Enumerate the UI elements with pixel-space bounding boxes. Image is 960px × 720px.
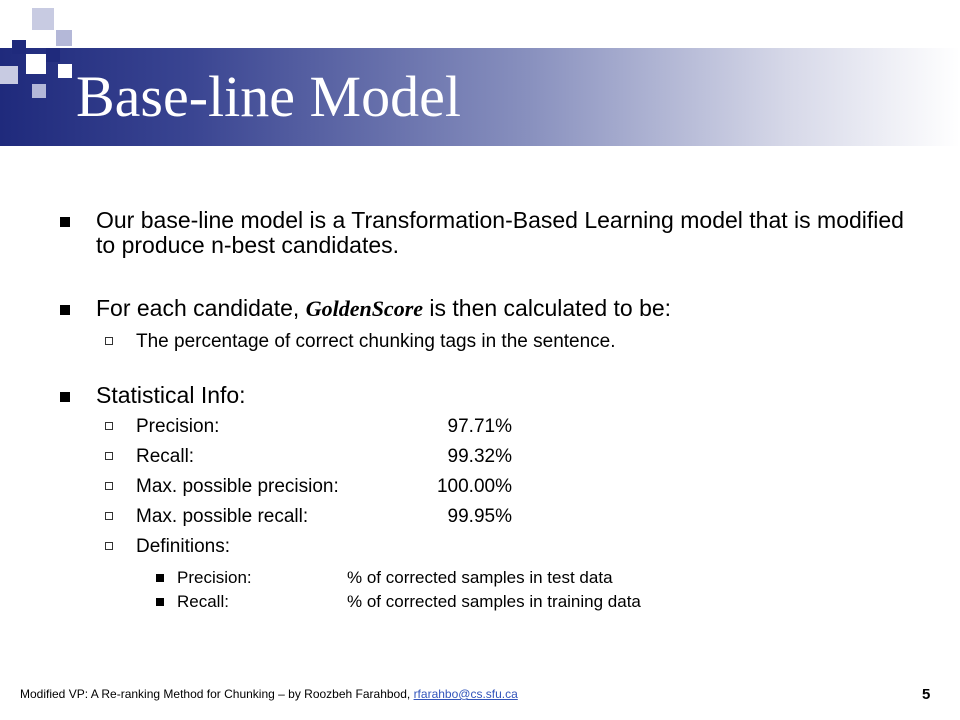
hollow-square-bullet-icon	[105, 422, 113, 430]
definitions-label: Definitions:	[136, 536, 230, 557]
bullet-text: Our base-line model is a Transformation-Based Learning model that is modified to produce n-best candidates.	[96, 207, 904, 258]
stat-value: 99.32%	[447, 446, 512, 467]
decor-square	[12, 40, 26, 54]
square-bullet-icon	[60, 305, 70, 315]
stat-row-recall	[60, 446, 920, 468]
decor-square	[58, 64, 72, 78]
footer-email-link[interactable]: rfarahbo@cs.sfu.ca	[413, 687, 518, 701]
definitions-heading	[60, 536, 920, 558]
square-bullet-icon	[60, 392, 70, 402]
decor-square	[32, 84, 46, 98]
stat-value: 99.95%	[447, 506, 512, 527]
definition-term: Precision:	[177, 568, 252, 587]
slide-title: Base-line Model	[76, 64, 461, 129]
bullet-text-after: is then calculated to be:	[423, 295, 672, 321]
definition-desc: % of corrected samples in training data	[347, 592, 641, 611]
bullet-statistical-info	[60, 383, 920, 408]
footer	[20, 687, 518, 701]
stats-list	[60, 416, 920, 558]
definition-term: Recall:	[177, 592, 229, 611]
stat-row-max-precision	[60, 476, 920, 498]
stat-label: Max. possible recall:	[136, 506, 309, 527]
stat-label: Max. possible precision:	[136, 476, 339, 497]
page-number: 5	[922, 686, 931, 703]
stat-row-precision	[60, 416, 920, 438]
bullet-text: Statistical Info:	[96, 382, 246, 408]
square-bullet-icon	[60, 217, 70, 227]
golden-score-term: GoldenScore	[305, 296, 424, 321]
hollow-square-bullet-icon	[105, 337, 113, 345]
slide-content	[60, 208, 920, 612]
bullet-baseline-model	[60, 208, 920, 258]
footer-text: Modified VP: A Re-ranking Method for Chunking – by Roozbeh Farahbod,	[20, 687, 414, 701]
decor-square	[56, 30, 72, 46]
decor-square	[32, 8, 54, 30]
stat-value: 100.00%	[436, 476, 512, 497]
decor-square	[46, 48, 60, 62]
hollow-square-bullet-icon	[105, 542, 113, 550]
definition-row-precision	[60, 568, 920, 588]
hollow-square-bullet-icon	[105, 512, 113, 520]
hollow-square-bullet-icon	[105, 482, 113, 490]
square-bullet-icon	[156, 574, 164, 582]
definition-row-recall	[60, 592, 920, 612]
square-bullet-icon	[156, 598, 164, 606]
definitions-list	[60, 568, 920, 612]
sub-bullet-percentage	[60, 331, 920, 353]
sub-bullet-text: The percentage of correct chunking tags in the sentence.	[136, 331, 616, 352]
stat-label: Precision:	[136, 416, 220, 437]
stat-row-max-recall	[60, 506, 920, 528]
stat-value: 97.71%	[447, 416, 512, 437]
bullet-text-before: For each candidate,	[96, 295, 306, 321]
decor-square	[26, 54, 46, 74]
stat-label: Recall:	[136, 446, 195, 467]
bullet-golden-score	[60, 296, 920, 321]
decor-square	[0, 66, 18, 84]
definition-desc: % of corrected samples in test data	[347, 568, 613, 587]
hollow-square-bullet-icon	[105, 452, 113, 460]
